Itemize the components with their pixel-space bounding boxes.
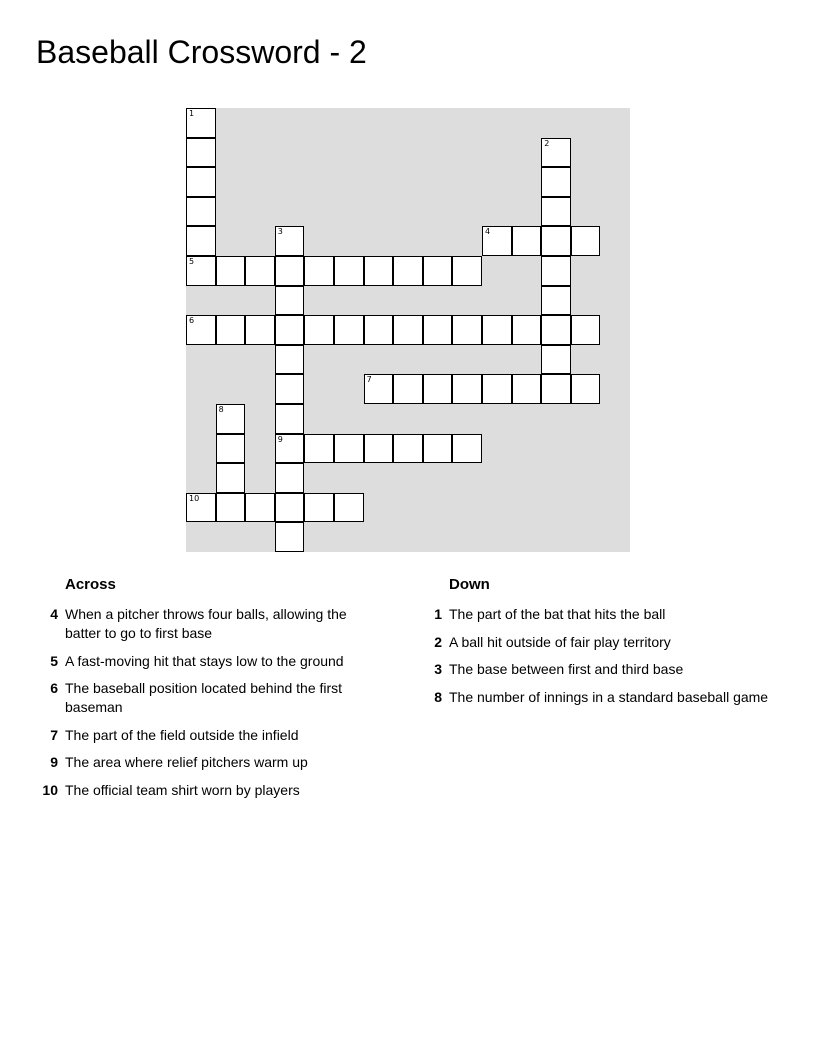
grid-cell[interactable] xyxy=(452,315,482,345)
grid-cell[interactable] xyxy=(245,256,275,286)
grid-cell[interactable] xyxy=(275,315,305,345)
clue-start-number: 5 xyxy=(189,257,195,266)
grid-cell[interactable] xyxy=(186,256,216,286)
grid-cell[interactable] xyxy=(541,345,571,375)
grid-cell[interactable] xyxy=(364,315,394,345)
clue-item xyxy=(36,781,376,800)
clue-start-number: 4 xyxy=(485,227,491,237)
grid-cell[interactable] xyxy=(541,286,571,316)
grid-cell[interactable] xyxy=(186,226,216,256)
clue-text: The base between first and third base xyxy=(449,661,684,677)
grid-cell[interactable] xyxy=(482,315,512,345)
grid-cell[interactable] xyxy=(275,226,305,256)
clue-text: The official team shirt worn by players xyxy=(65,781,300,798)
clue-text: The part of the field outside the infield xyxy=(65,726,299,743)
clue-number: 10 xyxy=(42,781,58,798)
grid-cell[interactable] xyxy=(216,315,246,345)
grid-cell[interactable] xyxy=(216,463,246,493)
clue-start-number: 3 xyxy=(277,227,283,237)
grid-cell[interactable] xyxy=(304,434,334,464)
grid-cell[interactable] xyxy=(541,374,571,404)
grid-cell[interactable] xyxy=(364,434,394,464)
clue-text: The number of innings in a standard baseball game xyxy=(449,688,769,705)
grid-cell[interactable] xyxy=(186,138,216,168)
clue-item xyxy=(420,633,800,652)
page-title: Baseball Crossword - 2 xyxy=(36,34,367,70)
grid-cell[interactable] xyxy=(423,256,453,286)
grid-cell[interactable] xyxy=(275,493,305,523)
clue-number: 1 xyxy=(434,606,442,622)
clue-text: The part of the bat that hits the ball xyxy=(449,606,666,622)
clue-start-number: 1 xyxy=(189,109,195,118)
clue-text: The baseball position located behind the first baseman xyxy=(65,680,343,715)
clue-start-number: 10 xyxy=(189,493,200,503)
grid-cell[interactable] xyxy=(571,374,601,404)
clue-start-number: 7 xyxy=(366,375,372,385)
clue-number: 7 xyxy=(50,726,58,743)
clue-text: A ball hit outside of fair play territory xyxy=(449,633,671,650)
clue-item xyxy=(36,753,376,772)
across-heading: Across xyxy=(65,576,116,593)
grid-cell[interactable] xyxy=(334,315,364,345)
grid-cell[interactable] xyxy=(216,404,246,434)
grid-cell[interactable] xyxy=(482,374,512,404)
grid-cell[interactable] xyxy=(423,315,453,345)
grid-cell[interactable] xyxy=(541,315,571,345)
grid-cell[interactable] xyxy=(275,374,305,404)
grid-cell[interactable] xyxy=(186,108,216,138)
grid-cell[interactable] xyxy=(186,197,216,227)
grid-cell[interactable] xyxy=(452,434,482,464)
clue-number: 4 xyxy=(50,606,58,622)
grid-cell[interactable] xyxy=(423,374,453,404)
clue-start-number: 9 xyxy=(277,434,283,444)
grid-cell[interactable] xyxy=(216,493,246,523)
clue-number: 2 xyxy=(434,633,442,650)
grid-cell[interactable] xyxy=(541,167,571,197)
clue-start-number: 6 xyxy=(189,316,195,326)
grid-cell[interactable] xyxy=(304,315,334,345)
clue-start-number: 2 xyxy=(544,138,550,148)
grid-cell[interactable] xyxy=(512,315,542,345)
grid-cell[interactable] xyxy=(364,256,394,286)
grid-cell[interactable] xyxy=(393,434,423,464)
grid-cell[interactable] xyxy=(216,434,246,464)
grid-cell[interactable] xyxy=(275,256,305,286)
clue-text: A fast-moving hit that stays low to the ground xyxy=(65,652,344,669)
grid-cell[interactable] xyxy=(541,138,571,168)
grid-cell[interactable] xyxy=(571,226,601,256)
clue-item xyxy=(36,652,376,671)
across-clues xyxy=(36,576,376,808)
grid-cell[interactable] xyxy=(304,256,334,286)
clue-item xyxy=(420,605,800,624)
clue-start-number: 8 xyxy=(218,405,224,414)
clue-number: 8 xyxy=(434,688,442,705)
clue-item xyxy=(420,688,800,707)
grid-cell[interactable] xyxy=(186,493,216,523)
grid-cell[interactable] xyxy=(541,197,571,227)
grid-cell[interactable] xyxy=(275,522,305,552)
grid-cell[interactable] xyxy=(304,493,334,523)
grid-cell[interactable] xyxy=(541,256,571,286)
grid-cell[interactable] xyxy=(512,226,542,256)
grid-cell[interactable] xyxy=(334,493,364,523)
down-heading: Down xyxy=(449,576,490,593)
grid-cell[interactable] xyxy=(245,315,275,345)
grid-cell[interactable] xyxy=(186,167,216,197)
clue-number: 9 xyxy=(50,754,58,770)
clue-item xyxy=(36,605,376,643)
grid-cell[interactable] xyxy=(423,434,453,464)
grid-cell[interactable] xyxy=(275,404,305,434)
grid-cell[interactable] xyxy=(512,374,542,404)
grid-cell[interactable] xyxy=(393,374,423,404)
grid-cell[interactable] xyxy=(245,493,275,523)
clue-text: When a pitcher throws four balls, allowing the batter to go to first base xyxy=(65,606,347,641)
crossword-grid xyxy=(186,108,630,552)
grid-cell[interactable] xyxy=(393,256,423,286)
clue-number: 3 xyxy=(434,661,442,677)
clue-item xyxy=(36,726,376,745)
grid-cell[interactable] xyxy=(275,286,305,316)
clue-item xyxy=(420,660,800,679)
grid-cell[interactable] xyxy=(393,315,423,345)
grid-cell[interactable] xyxy=(364,374,394,404)
grid-cell[interactable] xyxy=(482,226,512,256)
grid-cell[interactable] xyxy=(571,315,601,345)
grid-cell[interactable] xyxy=(452,374,482,404)
grid-cell[interactable] xyxy=(186,315,216,345)
clue-text: The area where relief pitchers warm up xyxy=(65,754,308,770)
grid-cell[interactable] xyxy=(452,256,482,286)
clue-item xyxy=(36,679,376,717)
down-clues xyxy=(420,576,800,715)
grid-cell[interactable] xyxy=(216,256,246,286)
grid-cell[interactable] xyxy=(275,345,305,375)
grid-cell[interactable] xyxy=(334,434,364,464)
grid-cell[interactable] xyxy=(541,226,571,256)
clue-number: 5 xyxy=(50,652,58,669)
grid-cell[interactable] xyxy=(275,463,305,493)
grid-cell[interactable] xyxy=(275,434,305,464)
clue-number: 6 xyxy=(50,680,58,696)
grid-cell[interactable] xyxy=(334,256,364,286)
